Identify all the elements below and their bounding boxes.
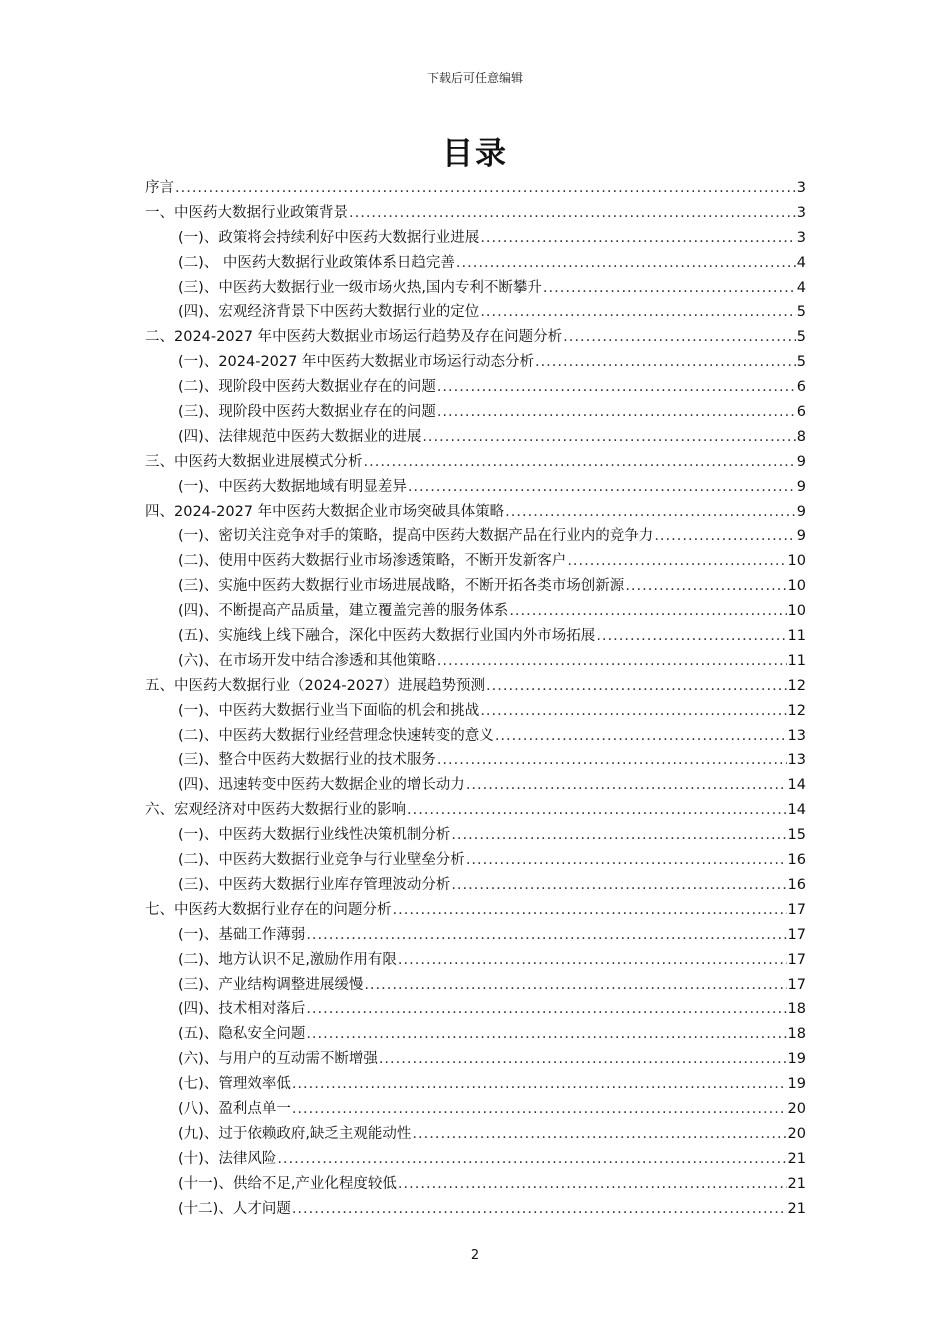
toc-leader-dots (437, 649, 787, 674)
toc-entry[interactable] (145, 773, 806, 798)
toc-entry[interactable] (145, 674, 806, 699)
toc-leader-dots (364, 973, 786, 998)
toc-entry-text: (二)、现阶段中医药大数据业存在的问题 (178, 379, 436, 396)
toc-entry-page: 3 (796, 204, 806, 221)
toc-entry-page: 4 (796, 279, 806, 296)
toc-entry-page: 17 (787, 951, 806, 968)
toc-leader-dots (486, 674, 787, 699)
toc-leader-dots (451, 873, 786, 898)
toc-entry-text: (四)、迅速转变中医药大数据企业的增长动力 (178, 777, 465, 794)
toc-entry-page: 5 (796, 329, 806, 346)
toc-entry[interactable] (145, 948, 806, 973)
toc-entry-page: 13 (787, 752, 806, 769)
toc-entry-text: (五)、实施线上线下融合，深化中医药大数据行业国内外市场拓展 (178, 628, 596, 645)
toc-leader-dots (349, 201, 796, 226)
toc-entry-page: 21 (787, 1150, 806, 1167)
toc-entry[interactable] (145, 450, 806, 475)
toc-entry-text: (二)、中医药大数据行业经营理念快速转变的意义 (178, 727, 494, 744)
toc-entry[interactable] (145, 873, 806, 898)
toc-entry[interactable] (145, 176, 806, 201)
toc-entry-page: 20 (787, 1100, 806, 1117)
toc-entry-page: 15 (787, 827, 806, 844)
toc-entry-page: 10 (787, 603, 806, 620)
toc-leader-dots (567, 549, 786, 574)
toc-leader-dots (505, 500, 796, 525)
toc-entry-text: (一)、中医药大数据行业线性决策机制分析 (178, 827, 451, 844)
toc-leader-dots (480, 300, 795, 325)
toc-leader-dots (437, 400, 796, 425)
toc-entry-page: 12 (787, 677, 806, 694)
toc-title: 目录 (442, 136, 508, 172)
toc-entry[interactable] (145, 848, 806, 873)
toc-entry-text: (八)、盈利点单一 (178, 1100, 291, 1117)
toc-entry-page: 11 (787, 652, 806, 669)
toc-entry[interactable] (145, 923, 806, 948)
toc-entry[interactable] (145, 300, 806, 325)
toc-entry[interactable] (145, 1022, 806, 1047)
toc-entry-page: 5 (796, 354, 806, 371)
toc-entry[interactable] (145, 1122, 806, 1147)
toc-leader-dots (408, 475, 796, 500)
header-note: 下载后可任意编辑 (426, 71, 523, 85)
toc-entry-page: 6 (796, 404, 806, 421)
toc-leader-dots (175, 176, 796, 201)
toc-leader-dots (277, 1147, 786, 1172)
toc-entry-text: (三)、中医药大数据行业库存管理波动分析 (178, 876, 451, 893)
toc-entry-text: (七)、管理效率低 (178, 1076, 291, 1093)
toc-leader-dots (379, 1047, 787, 1072)
toc-entry-page: 17 (787, 976, 806, 993)
toc-entry-page: 9 (796, 503, 806, 520)
toc-entry-page: 14 (787, 777, 806, 794)
toc-leader-dots (292, 1197, 787, 1222)
toc-entry-page: 4 (796, 254, 806, 271)
toc-leader-dots (398, 1172, 787, 1197)
toc-entry[interactable] (145, 624, 806, 649)
toc-leader-dots (495, 724, 787, 749)
toc-entry[interactable] (145, 748, 806, 773)
toc-entry-page: 19 (787, 1076, 806, 1093)
toc-entry-text: 三、中医药大数据业进展模式分析 (145, 453, 363, 470)
toc-entry-text: (一)、中医药大数据行业当下面临的机会和挑战 (178, 702, 480, 719)
toc-entry-text: (六)、在市场开发中结合渗透和其他策略 (178, 652, 436, 669)
toc-entry-text: (十)、法律风险 (178, 1150, 277, 1167)
toc-entry-text: 六、宏观经济对中医药大数据行业的影响 (145, 802, 406, 819)
toc-entry-text: (一)、中医药大数据地域有明显差异 (178, 478, 407, 495)
toc-entry[interactable] (145, 549, 806, 574)
toc-leader-dots (412, 1122, 786, 1147)
toc-leader-dots (306, 997, 786, 1022)
toc-entry-page: 10 (787, 578, 806, 595)
page-number: 2 (470, 1248, 480, 1263)
toc-entry-text: 五、中医药大数据行业（2024-2027）进展趋势预测 (145, 677, 486, 694)
toc-entry[interactable] (145, 1072, 806, 1097)
toc-entry[interactable] (145, 1147, 806, 1172)
toc-entry-text: (三)、整合中医药大数据行业的技术服务 (178, 752, 436, 769)
toc-leader-dots (480, 226, 795, 251)
toc-entry-page: 17 (787, 926, 806, 943)
toc-entry[interactable] (145, 524, 806, 549)
toc-entry-page: 8 (796, 428, 806, 445)
toc-leader-dots (292, 1072, 787, 1097)
toc-entry[interactable] (145, 1197, 806, 1222)
toc-entry-page: 18 (787, 1001, 806, 1018)
toc-entry[interactable] (145, 400, 806, 425)
toc-entry-text: (三)、实施中医药大数据行业市场进展战略，不断开拓各类市场创新源 (178, 578, 625, 595)
toc-entry-text: 七、中医药大数据行业存在的问题分析 (145, 901, 392, 918)
toc-leader-dots (625, 574, 786, 599)
toc-leader-dots (306, 1022, 786, 1047)
toc-entry-page: 5 (796, 304, 806, 321)
toc-leader-dots (509, 599, 786, 624)
toc-entry-text: (一)、基础工作薄弱 (178, 926, 306, 943)
toc-entry-page: 14 (787, 802, 806, 819)
toc-entry-text: (三)、现阶段中医药大数据业存在的问题 (178, 404, 436, 421)
toc-entry-text: (六)、与用户的互动需不断增强 (178, 1051, 378, 1068)
toc-leader-dots (398, 948, 787, 973)
toc-leader-dots (306, 923, 786, 948)
toc-entry-text: (一)、密切关注竞争对手的策略，提高中医药大数据产品在行业内的竞争力 (178, 528, 654, 545)
toc-entry-page: 9 (796, 528, 806, 545)
toc-entry[interactable] (145, 699, 806, 724)
toc-entry-text: (二)、 中医药大数据行业政策体系日趋完善 (178, 254, 455, 271)
toc-leader-dots (466, 848, 787, 873)
toc-entry-text: 四、2024-2027 年中医药大数据企业市场突破具体策略 (145, 503, 505, 520)
toc-entry-text: (十二)、人才问题 (178, 1200, 291, 1217)
toc-entry[interactable] (145, 1097, 806, 1122)
toc-entry[interactable] (145, 1047, 806, 1072)
toc-entry[interactable] (145, 898, 806, 923)
toc-entry-text: (一)、政策将会持续利好中医药大数据行业进展 (178, 229, 480, 246)
toc-leader-dots (543, 276, 796, 301)
toc-entry-page: 16 (787, 876, 806, 893)
toc-leader-dots (535, 350, 796, 375)
toc-entry-text: (三)、产业结构调整进展缓慢 (178, 976, 364, 993)
toc-entry-page: 16 (787, 852, 806, 869)
toc-entry-text: (四)、技术相对落后 (178, 1001, 306, 1018)
toc-entry[interactable] (145, 649, 806, 674)
toc-entry-text: (十一)、供给不足,产业化程度较低 (178, 1175, 397, 1192)
toc-entry[interactable] (145, 997, 806, 1022)
toc-entry-text: 二、2024-2027 年中医药大数据业市场运行趋势及存在问题分析 (145, 329, 563, 346)
toc-entry-page: 19 (787, 1051, 806, 1068)
toc-entry-text: (四)、宏观经济背景下中医药大数据行业的定位 (178, 304, 480, 321)
toc-leader-dots (422, 425, 795, 450)
toc-leader-dots (437, 375, 796, 400)
toc-entry-page: 9 (796, 453, 806, 470)
toc-entry-page: 21 (787, 1175, 806, 1192)
toc-entry[interactable] (145, 201, 806, 226)
toc-entry-text: 一、中医药大数据行业政策背景 (145, 204, 348, 221)
toc-entry[interactable] (145, 475, 806, 500)
toc-leader-dots (480, 699, 786, 724)
toc-entry-text: (四)、法律规范中医药大数据业的进展 (178, 428, 422, 445)
toc-entry-text: (二)、地方认识不足,激励作用有限 (178, 951, 397, 968)
toc-entry-text: (五)、隐私安全问题 (178, 1026, 306, 1043)
toc-leader-dots (393, 898, 787, 923)
toc-entry-page: 11 (787, 628, 806, 645)
toc-entry-page: 6 (796, 379, 806, 396)
toc-leader-dots (451, 823, 786, 848)
toc-leader-dots (292, 1097, 787, 1122)
toc-entry-page: 17 (787, 901, 806, 918)
toc-entry-text: 序言 (145, 180, 174, 196)
toc-entry-page: 20 (787, 1125, 806, 1142)
toc-entry-text: (二)、中医药大数据行业竞争与行业壁垒分析 (178, 852, 465, 869)
toc-entry[interactable] (145, 798, 806, 823)
toc-entry-page: 13 (787, 727, 806, 744)
toc-leader-dots (437, 748, 787, 773)
toc-entry-text: (三)、中医药大数据行业一级市场火热,国内专利不断攀升 (178, 279, 542, 296)
toc-entry[interactable] (145, 276, 806, 301)
toc-entry[interactable] (145, 325, 806, 350)
toc-entry[interactable] (145, 425, 806, 450)
toc-entry[interactable] (145, 724, 806, 749)
toc-entry-text: (一)、2024-2027 年中医药大数据业市场运行动态分析 (178, 354, 534, 371)
toc-leader-dots (364, 450, 796, 475)
toc-leader-dots (466, 773, 787, 798)
toc-entry-text: (二)、使用中医药大数据行业市场渗透策略，不断开发新客户 (178, 553, 567, 570)
toc-entry[interactable] (145, 1172, 806, 1197)
toc-entry[interactable] (145, 574, 806, 599)
toc-entry[interactable] (145, 226, 806, 251)
toc-leader-dots (654, 524, 795, 549)
toc-entry-text: (九)、过于依赖政府,缺乏主观能动性 (178, 1125, 412, 1142)
toc-entry-page: 10 (787, 553, 806, 570)
toc-entry[interactable] (145, 823, 806, 848)
toc-entry-page: 3 (796, 229, 806, 246)
toc-entry-page: 3 (796, 180, 806, 196)
toc-entry-page: 12 (787, 702, 806, 719)
toc-leader-dots (563, 325, 796, 350)
toc-entry-page: 21 (787, 1200, 806, 1217)
toc-entry-text: (四)、不断提高产品质量，建立覆盖完善的服务体系 (178, 603, 509, 620)
toc-entry[interactable] (145, 500, 806, 525)
toc-leader-dots (596, 624, 786, 649)
toc-leader-dots (407, 798, 787, 823)
toc-entry[interactable] (145, 375, 806, 400)
toc-entry-page: 18 (787, 1026, 806, 1043)
toc-entry[interactable] (145, 350, 806, 375)
table-of-contents (145, 176, 806, 1221)
toc-leader-dots (456, 251, 796, 276)
toc-entry-page: 9 (796, 478, 806, 495)
toc-entry[interactable] (145, 251, 806, 276)
toc-entry[interactable] (145, 599, 806, 624)
toc-entry[interactable] (145, 973, 806, 998)
